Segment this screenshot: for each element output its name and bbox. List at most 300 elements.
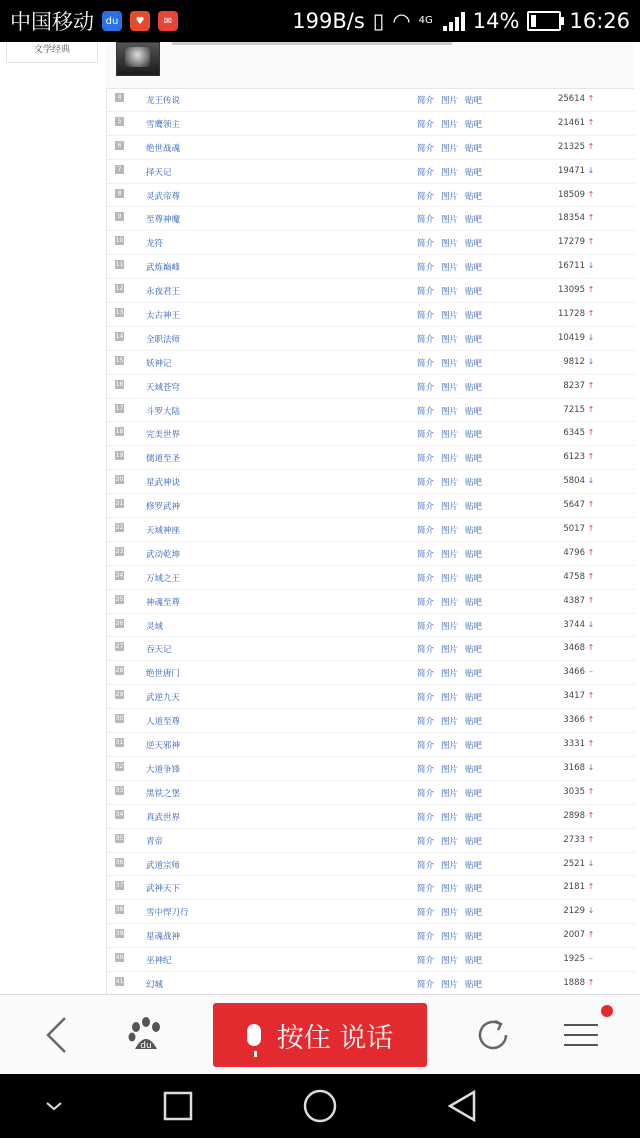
- tieba-link[interactable]: 贴吧: [465, 406, 483, 417]
- search-count: 7215: [563, 404, 585, 415]
- back-triangle-icon: [446, 1089, 478, 1123]
- intro-link[interactable]: 简介: [417, 526, 435, 537]
- pictures-link[interactable]: 图片: [441, 143, 459, 154]
- rank-badge: 41: [115, 977, 124, 985]
- intro-link[interactable]: 简介: [417, 860, 435, 871]
- book-title-link[interactable]: 雪中悍刀行: [146, 908, 189, 919]
- trend-up-icon: ↑: [587, 428, 595, 438]
- trend-up-icon: ↑: [587, 189, 595, 199]
- rank-badge: 11: [115, 261, 124, 269]
- rank-badge: 4: [115, 93, 124, 102]
- tieba-link[interactable]: 贴吧: [465, 956, 483, 967]
- book-title-link[interactable]: 修罗武神: [146, 502, 181, 513]
- search-count: 21325: [557, 141, 585, 152]
- search-count: 4387: [563, 595, 585, 606]
- trend-up-icon: ↑: [587, 94, 595, 103]
- tieba-link[interactable]: 贴吧: [465, 860, 483, 871]
- book-title-link[interactable]: 武炼巅峰: [146, 263, 181, 274]
- trend-up-icon: ↑: [587, 500, 595, 510]
- book-title-link[interactable]: 全职法师: [146, 334, 181, 345]
- book-title-link[interactable]: 幻城: [146, 979, 164, 990]
- intro-link[interactable]: 简介: [417, 191, 435, 202]
- book-title-link[interactable]: 绝世唐门: [146, 669, 181, 680]
- pictures-link[interactable]: 图片: [441, 693, 459, 704]
- trend-up-icon: ↑: [587, 643, 595, 653]
- rank-badge: 38: [115, 906, 124, 914]
- book-title-link[interactable]: 武神天下: [146, 884, 181, 895]
- rank-badge: 35: [115, 834, 124, 842]
- book-title-link[interactable]: 人道至尊: [146, 717, 181, 728]
- intro-link[interactable]: 简介: [417, 167, 435, 178]
- battery-icon: [527, 11, 561, 31]
- intro-link[interactable]: 简介: [417, 119, 435, 130]
- chevron-down-icon: [44, 1100, 64, 1112]
- trend-up-icon: ↑: [587, 595, 595, 605]
- book-title-link[interactable]: 武动乾坤: [146, 549, 181, 560]
- signal-icon: [441, 11, 465, 31]
- book-title-link[interactable]: 巫神纪: [146, 956, 172, 967]
- trend-flat-icon: –: [589, 954, 593, 964]
- search-count: 2898: [563, 810, 585, 821]
- intro-link[interactable]: 简介: [417, 979, 435, 990]
- nav-home-button[interactable]: [290, 1074, 350, 1138]
- top-entry-box: [106, 42, 634, 89]
- rank-badge: 30: [115, 715, 124, 723]
- pictures-link[interactable]: 图片: [441, 215, 459, 226]
- ranking-row: [107, 136, 635, 160]
- rank-badge: 23: [115, 547, 124, 555]
- intro-link[interactable]: 简介: [417, 812, 435, 823]
- notification-dot: [601, 1005, 613, 1017]
- search-count: 21461: [557, 117, 585, 128]
- back-icon: [43, 1015, 69, 1055]
- pictures-link[interactable]: 图片: [441, 430, 459, 441]
- book-title-link[interactable]: 星武神诀: [146, 478, 181, 489]
- tieba-link[interactable]: 贴吧: [465, 597, 483, 608]
- book-title-link[interactable]: 黑铁之堡: [146, 788, 181, 799]
- ranking-row: [107, 733, 635, 757]
- pictures-link[interactable]: 图片: [441, 669, 459, 680]
- pictures-link[interactable]: 图片: [441, 311, 459, 322]
- ranking-row: [107, 781, 635, 805]
- book-title-link[interactable]: 择天记: [146, 167, 172, 178]
- tieba-link[interactable]: 贴吧: [465, 812, 483, 823]
- trend-up-icon: ↑: [587, 571, 595, 581]
- trend-up-icon: ↑: [587, 977, 595, 987]
- book-title-link[interactable]: 武道宗师: [146, 860, 181, 871]
- intro-link[interactable]: 简介: [417, 788, 435, 799]
- ranking-row: [107, 709, 635, 733]
- search-count: 18509: [557, 189, 585, 200]
- search-count: 3331: [563, 739, 585, 750]
- rank-badge: 20: [115, 476, 124, 484]
- pictures-link[interactable]: 图片: [441, 454, 459, 465]
- search-count: 3468: [563, 643, 585, 654]
- book-title-link[interactable]: 武逆九天: [146, 693, 181, 704]
- pictures-link[interactable]: 图片: [441, 621, 459, 632]
- tieba-link[interactable]: 贴吧: [465, 454, 483, 465]
- pictures-link[interactable]: 图片: [441, 119, 459, 130]
- pictures-link[interactable]: 图片: [441, 502, 459, 513]
- trend-up-icon: ↑: [587, 285, 595, 295]
- pictures-link[interactable]: 图片: [441, 836, 459, 847]
- search-count: 16711: [557, 261, 585, 272]
- pictures-link[interactable]: 图片: [441, 478, 459, 489]
- ranking-row: [107, 375, 635, 399]
- mic-icon: [247, 1024, 261, 1046]
- baidu-home-button[interactable]: [116, 1005, 176, 1065]
- trend-down-icon: ↓: [587, 165, 595, 175]
- network-speed: 199B/s: [292, 9, 365, 33]
- tieba-link[interactable]: 贴吧: [465, 287, 483, 298]
- wifi-icon: ◠: [392, 9, 411, 33]
- pictures-link[interactable]: 图片: [441, 287, 459, 298]
- tieba-link[interactable]: 贴吧: [465, 621, 483, 632]
- ranking-row: [107, 948, 635, 972]
- book-title-link[interactable]: 永夜君王: [146, 287, 181, 298]
- rank-badge: 7: [115, 165, 124, 174]
- intro-link[interactable]: 简介: [417, 764, 435, 775]
- tieba-link[interactable]: 贴吧: [465, 741, 483, 752]
- pictures-link[interactable]: 图片: [441, 932, 459, 943]
- pictures-link[interactable]: 图片: [441, 406, 459, 417]
- trend-up-icon: ↑: [587, 547, 595, 557]
- ranking-row: [107, 327, 635, 351]
- intro-link[interactable]: 简介: [417, 311, 435, 322]
- intro-link[interactable]: 简介: [417, 143, 435, 154]
- pictures-link[interactable]: 图片: [441, 597, 459, 608]
- tieba-link[interactable]: 贴吧: [465, 717, 483, 728]
- intro-link[interactable]: 简介: [417, 693, 435, 704]
- tieba-link[interactable]: 贴吧: [465, 263, 483, 274]
- rank-badge: 27: [115, 643, 124, 651]
- book-title-link[interactable]: 青帝: [146, 836, 164, 847]
- ranking-row: [107, 661, 635, 685]
- svg-text:du: du: [140, 1041, 152, 1051]
- ranking-row: [107, 566, 635, 590]
- trend-up-icon: ↑: [587, 810, 595, 820]
- pictures-link[interactable]: 图片: [441, 788, 459, 799]
- rank-badge: 36: [115, 858, 124, 866]
- tieba-link[interactable]: 贴吧: [465, 526, 483, 537]
- search-count: 3744: [563, 619, 585, 630]
- rank-badge: 26: [115, 619, 124, 627]
- intro-link[interactable]: 简介: [417, 908, 435, 919]
- tieba-link[interactable]: 贴吧: [465, 669, 483, 680]
- intro-link[interactable]: 简介: [417, 382, 435, 393]
- intro-link[interactable]: 简介: [417, 645, 435, 656]
- ranking-row: [107, 255, 635, 279]
- tieba-link[interactable]: 贴吧: [465, 96, 483, 106]
- pictures-link[interactable]: 图片: [441, 764, 459, 775]
- rank-badge: 18: [115, 428, 124, 436]
- intro-link[interactable]: 简介: [417, 573, 435, 584]
- search-count: 6123: [563, 452, 585, 463]
- tieba-link[interactable]: 贴吧: [465, 478, 483, 489]
- search-count: 2733: [563, 834, 585, 845]
- book-title-link[interactable]: 太古神王: [146, 311, 181, 322]
- rank-badge: 5: [115, 117, 124, 126]
- pictures-link[interactable]: 图片: [441, 167, 459, 178]
- intro-link[interactable]: 简介: [417, 358, 435, 369]
- ranking-row: [107, 231, 635, 255]
- book-title-link[interactable]: 斗罗大陆: [146, 406, 181, 417]
- intro-link[interactable]: 简介: [417, 334, 435, 345]
- tieba-link[interactable]: 贴吧: [465, 334, 483, 345]
- tieba-link[interactable]: 贴吧: [465, 358, 483, 369]
- intro-link[interactable]: 简介: [417, 454, 435, 465]
- book-title-link[interactable]: 儒道至圣: [146, 454, 181, 465]
- tieba-link[interactable]: 贴吧: [465, 932, 483, 943]
- rank-badge: 32: [115, 762, 124, 770]
- rank-badge: 31: [115, 739, 124, 747]
- book-title-link[interactable]: 天域苍穹: [146, 382, 181, 393]
- trend-up-icon: ↑: [587, 882, 595, 892]
- voice-input-button[interactable]: [213, 1003, 427, 1067]
- tieba-link[interactable]: 贴吧: [465, 382, 483, 393]
- trend-up-icon: ↑: [587, 691, 595, 701]
- clock: 16:26: [569, 9, 630, 33]
- intro-link[interactable]: 简介: [417, 669, 435, 680]
- rank-badge: 16: [115, 380, 124, 388]
- pictures-link[interactable]: 图片: [441, 573, 459, 584]
- rank-badge: 6: [115, 141, 124, 150]
- baidu-app-icon: du: [102, 11, 122, 31]
- tieba-link[interactable]: 贴吧: [465, 215, 483, 226]
- book-title-link[interactable]: 龙王传说: [146, 96, 181, 106]
- search-count: 19471: [557, 165, 585, 176]
- search-count: 3466: [563, 667, 585, 678]
- pictures-link[interactable]: 图片: [441, 884, 459, 895]
- status-bar: [0, 0, 640, 42]
- tieba-link[interactable]: 贴吧: [465, 430, 483, 441]
- rank-badge: 9: [115, 212, 124, 221]
- book-cover-thumbnail[interactable]: [116, 42, 160, 76]
- trend-up-icon: ↑: [587, 834, 595, 844]
- book-title-link[interactable]: 吞天记: [146, 645, 172, 656]
- search-count: 1888: [563, 977, 585, 988]
- intro-link[interactable]: 简介: [417, 287, 435, 298]
- intro-link[interactable]: 简介: [417, 597, 435, 608]
- baidu-paw-icon: [126, 1015, 166, 1055]
- rank-badge: 29: [115, 691, 124, 699]
- pictures-link[interactable]: 图片: [441, 812, 459, 823]
- intro-link[interactable]: 简介: [417, 956, 435, 967]
- tieba-link[interactable]: 贴吧: [465, 143, 483, 154]
- rank-badge: 17: [115, 404, 124, 412]
- menu-icon: [564, 1016, 598, 1054]
- left-column: [0, 42, 106, 994]
- tieba-link[interactable]: 贴吧: [465, 764, 483, 775]
- ranking-row: [107, 972, 635, 996]
- intro-link[interactable]: 简介: [417, 478, 435, 489]
- search-count: 2007: [563, 930, 585, 941]
- rank-badge: 13: [115, 309, 124, 317]
- tieba-link[interactable]: 贴吧: [465, 502, 483, 513]
- mail-app-icon: ✉: [158, 11, 178, 31]
- pictures-link[interactable]: 图片: [441, 382, 459, 393]
- tieba-link[interactable]: 贴吧: [465, 239, 483, 250]
- intro-link[interactable]: 简介: [417, 717, 435, 728]
- heart-app-icon: ♥: [130, 11, 150, 31]
- book-title-link[interactable]: 神魂至尊: [146, 597, 181, 608]
- trend-up-icon: ↑: [587, 452, 595, 462]
- rank-badge: 40: [115, 954, 124, 962]
- trend-up-icon: ↑: [587, 141, 595, 151]
- rank-badge: 33: [115, 786, 124, 794]
- trend-down-icon: ↓: [587, 356, 595, 366]
- search-count: 5647: [563, 500, 585, 511]
- pictures-link[interactable]: 图片: [441, 334, 459, 345]
- trend-down-icon: ↓: [587, 261, 595, 271]
- search-count: 13095: [557, 285, 585, 296]
- trend-down-icon: ↓: [587, 906, 595, 916]
- rank-badge: 10: [115, 237, 124, 245]
- ranking-row: [107, 518, 635, 542]
- nav-recents-button[interactable]: [148, 1074, 208, 1138]
- tieba-link[interactable]: 贴吧: [465, 884, 483, 895]
- intro-link[interactable]: 简介: [417, 430, 435, 441]
- pictures-link[interactable]: 图片: [441, 979, 459, 990]
- ranking-row: [107, 614, 635, 638]
- pictures-link[interactable]: 图片: [441, 239, 459, 250]
- tieba-link[interactable]: 贴吧: [465, 908, 483, 919]
- ranking-row: [107, 924, 635, 948]
- pictures-link[interactable]: 图片: [441, 860, 459, 871]
- intro-link[interactable]: 简介: [417, 406, 435, 417]
- intro-link[interactable]: 简介: [417, 621, 435, 632]
- pictures-link[interactable]: 图片: [441, 645, 459, 656]
- pictures-link[interactable]: 图片: [441, 96, 459, 106]
- ranking-row: [107, 900, 635, 924]
- trend-up-icon: ↑: [587, 309, 595, 319]
- book-title-link[interactable]: 灵武帝尊: [146, 191, 181, 202]
- search-count: 5804: [563, 476, 585, 487]
- rank-badge: 15: [115, 356, 124, 364]
- book-title-link[interactable]: 至尊神魔: [146, 215, 181, 226]
- ranking-row: [107, 853, 635, 877]
- book-title-link[interactable]: 万域之王: [146, 573, 181, 584]
- sidebar-item-lit-classic[interactable]: 文学经典: [6, 42, 98, 63]
- book-title-link[interactable]: 龙符: [146, 239, 164, 250]
- search-count: 4758: [563, 571, 585, 582]
- tieba-link[interactable]: 贴吧: [465, 311, 483, 322]
- pictures-link[interactable]: 图片: [441, 191, 459, 202]
- pictures-link[interactable]: 图片: [441, 908, 459, 919]
- tieba-link[interactable]: 贴吧: [465, 119, 483, 130]
- rank-badge: 37: [115, 882, 124, 890]
- search-count: 2181: [563, 882, 585, 893]
- tieba-link[interactable]: 贴吧: [465, 191, 483, 202]
- page-content: [0, 42, 640, 994]
- tieba-link[interactable]: 贴吧: [465, 167, 483, 178]
- tieba-link[interactable]: 贴吧: [465, 979, 483, 990]
- pictures-link[interactable]: 图片: [441, 741, 459, 752]
- book-title-link[interactable]: 完美世界: [146, 430, 181, 441]
- intro-link[interactable]: 简介: [417, 884, 435, 895]
- ranking-row: [107, 685, 635, 709]
- book-title-link[interactable]: 妖神记: [146, 358, 172, 369]
- pictures-link[interactable]: 图片: [441, 358, 459, 369]
- intro-link[interactable]: 简介: [417, 263, 435, 274]
- intro-link[interactable]: 简介: [417, 239, 435, 250]
- ranking-row: [107, 470, 635, 494]
- nav-back-button[interactable]: [432, 1074, 492, 1138]
- trend-up-icon: ↑: [587, 739, 595, 749]
- trend-up-icon: ↑: [587, 237, 595, 247]
- trend-up-icon: ↑: [587, 524, 595, 534]
- ranking-row: [107, 422, 635, 446]
- refresh-button[interactable]: [463, 1005, 523, 1065]
- ranking-row: [107, 494, 635, 518]
- search-count: 8237: [563, 380, 585, 391]
- intro-link[interactable]: 简介: [417, 502, 435, 513]
- search-count: 5017: [563, 524, 585, 535]
- book-title-link[interactable]: 星魂战神: [146, 932, 181, 943]
- book-title-link[interactable]: 灵域: [146, 621, 164, 632]
- intro-link[interactable]: 简介: [417, 215, 435, 226]
- rank-badge: 25: [115, 595, 124, 603]
- intro-link[interactable]: 简介: [417, 932, 435, 943]
- book-title-link[interactable]: 雪鹰领主: [146, 119, 181, 130]
- ranking-row: [107, 184, 635, 208]
- rank-badge: 8: [115, 189, 124, 198]
- search-count: 10419: [557, 332, 585, 343]
- back-button[interactable]: [26, 1005, 86, 1065]
- pictures-link[interactable]: 图片: [441, 956, 459, 967]
- book-title-link[interactable]: 逆天邪神: [146, 741, 181, 752]
- ranking-row: [107, 757, 635, 781]
- tieba-link[interactable]: 贴吧: [465, 549, 483, 560]
- tieba-link[interactable]: 贴吧: [465, 788, 483, 799]
- intro-link[interactable]: 简介: [417, 836, 435, 847]
- trend-down-icon: ↓: [587, 858, 595, 868]
- ranking-row: [107, 805, 635, 829]
- nav-hide-button[interactable]: [24, 1074, 84, 1138]
- pictures-link[interactable]: 图片: [441, 549, 459, 560]
- trend-up-icon: ↑: [587, 786, 595, 796]
- tieba-link[interactable]: 贴吧: [465, 836, 483, 847]
- search-count: 3035: [563, 786, 585, 797]
- browser-bottom-bar: [0, 994, 640, 1075]
- trend-up-icon: ↑: [587, 715, 595, 725]
- tieba-link[interactable]: 贴吧: [465, 645, 483, 656]
- pictures-link[interactable]: 图片: [441, 526, 459, 537]
- rank-badge: 19: [115, 452, 124, 460]
- book-title-link[interactable]: 真武世界: [146, 812, 181, 823]
- ranking-row: [107, 876, 635, 900]
- book-title-link[interactable]: 大道争锋: [146, 764, 181, 775]
- intro-link[interactable]: 简介: [417, 96, 435, 106]
- intro-link[interactable]: 简介: [417, 549, 435, 560]
- ranking-row: [107, 160, 635, 184]
- ranking-row: [107, 207, 635, 231]
- book-title-link[interactable]: 天域神座: [146, 526, 181, 537]
- search-count: 18354: [557, 213, 585, 224]
- trend-up-icon: ↑: [587, 404, 595, 414]
- book-title-link[interactable]: 绝世战魂: [146, 143, 181, 154]
- tieba-link[interactable]: 贴吧: [465, 573, 483, 584]
- pictures-link[interactable]: 图片: [441, 263, 459, 274]
- pictures-link[interactable]: 图片: [441, 717, 459, 728]
- tieba-link[interactable]: 贴吧: [465, 693, 483, 704]
- intro-link[interactable]: 简介: [417, 741, 435, 752]
- rank-badge: 34: [115, 810, 124, 818]
- voice-button-label: 按住 说话: [276, 1022, 394, 1054]
- rank-badge: 22: [115, 524, 124, 532]
- recents-square-icon: [163, 1091, 193, 1121]
- trend-up-icon: ↑: [587, 213, 595, 223]
